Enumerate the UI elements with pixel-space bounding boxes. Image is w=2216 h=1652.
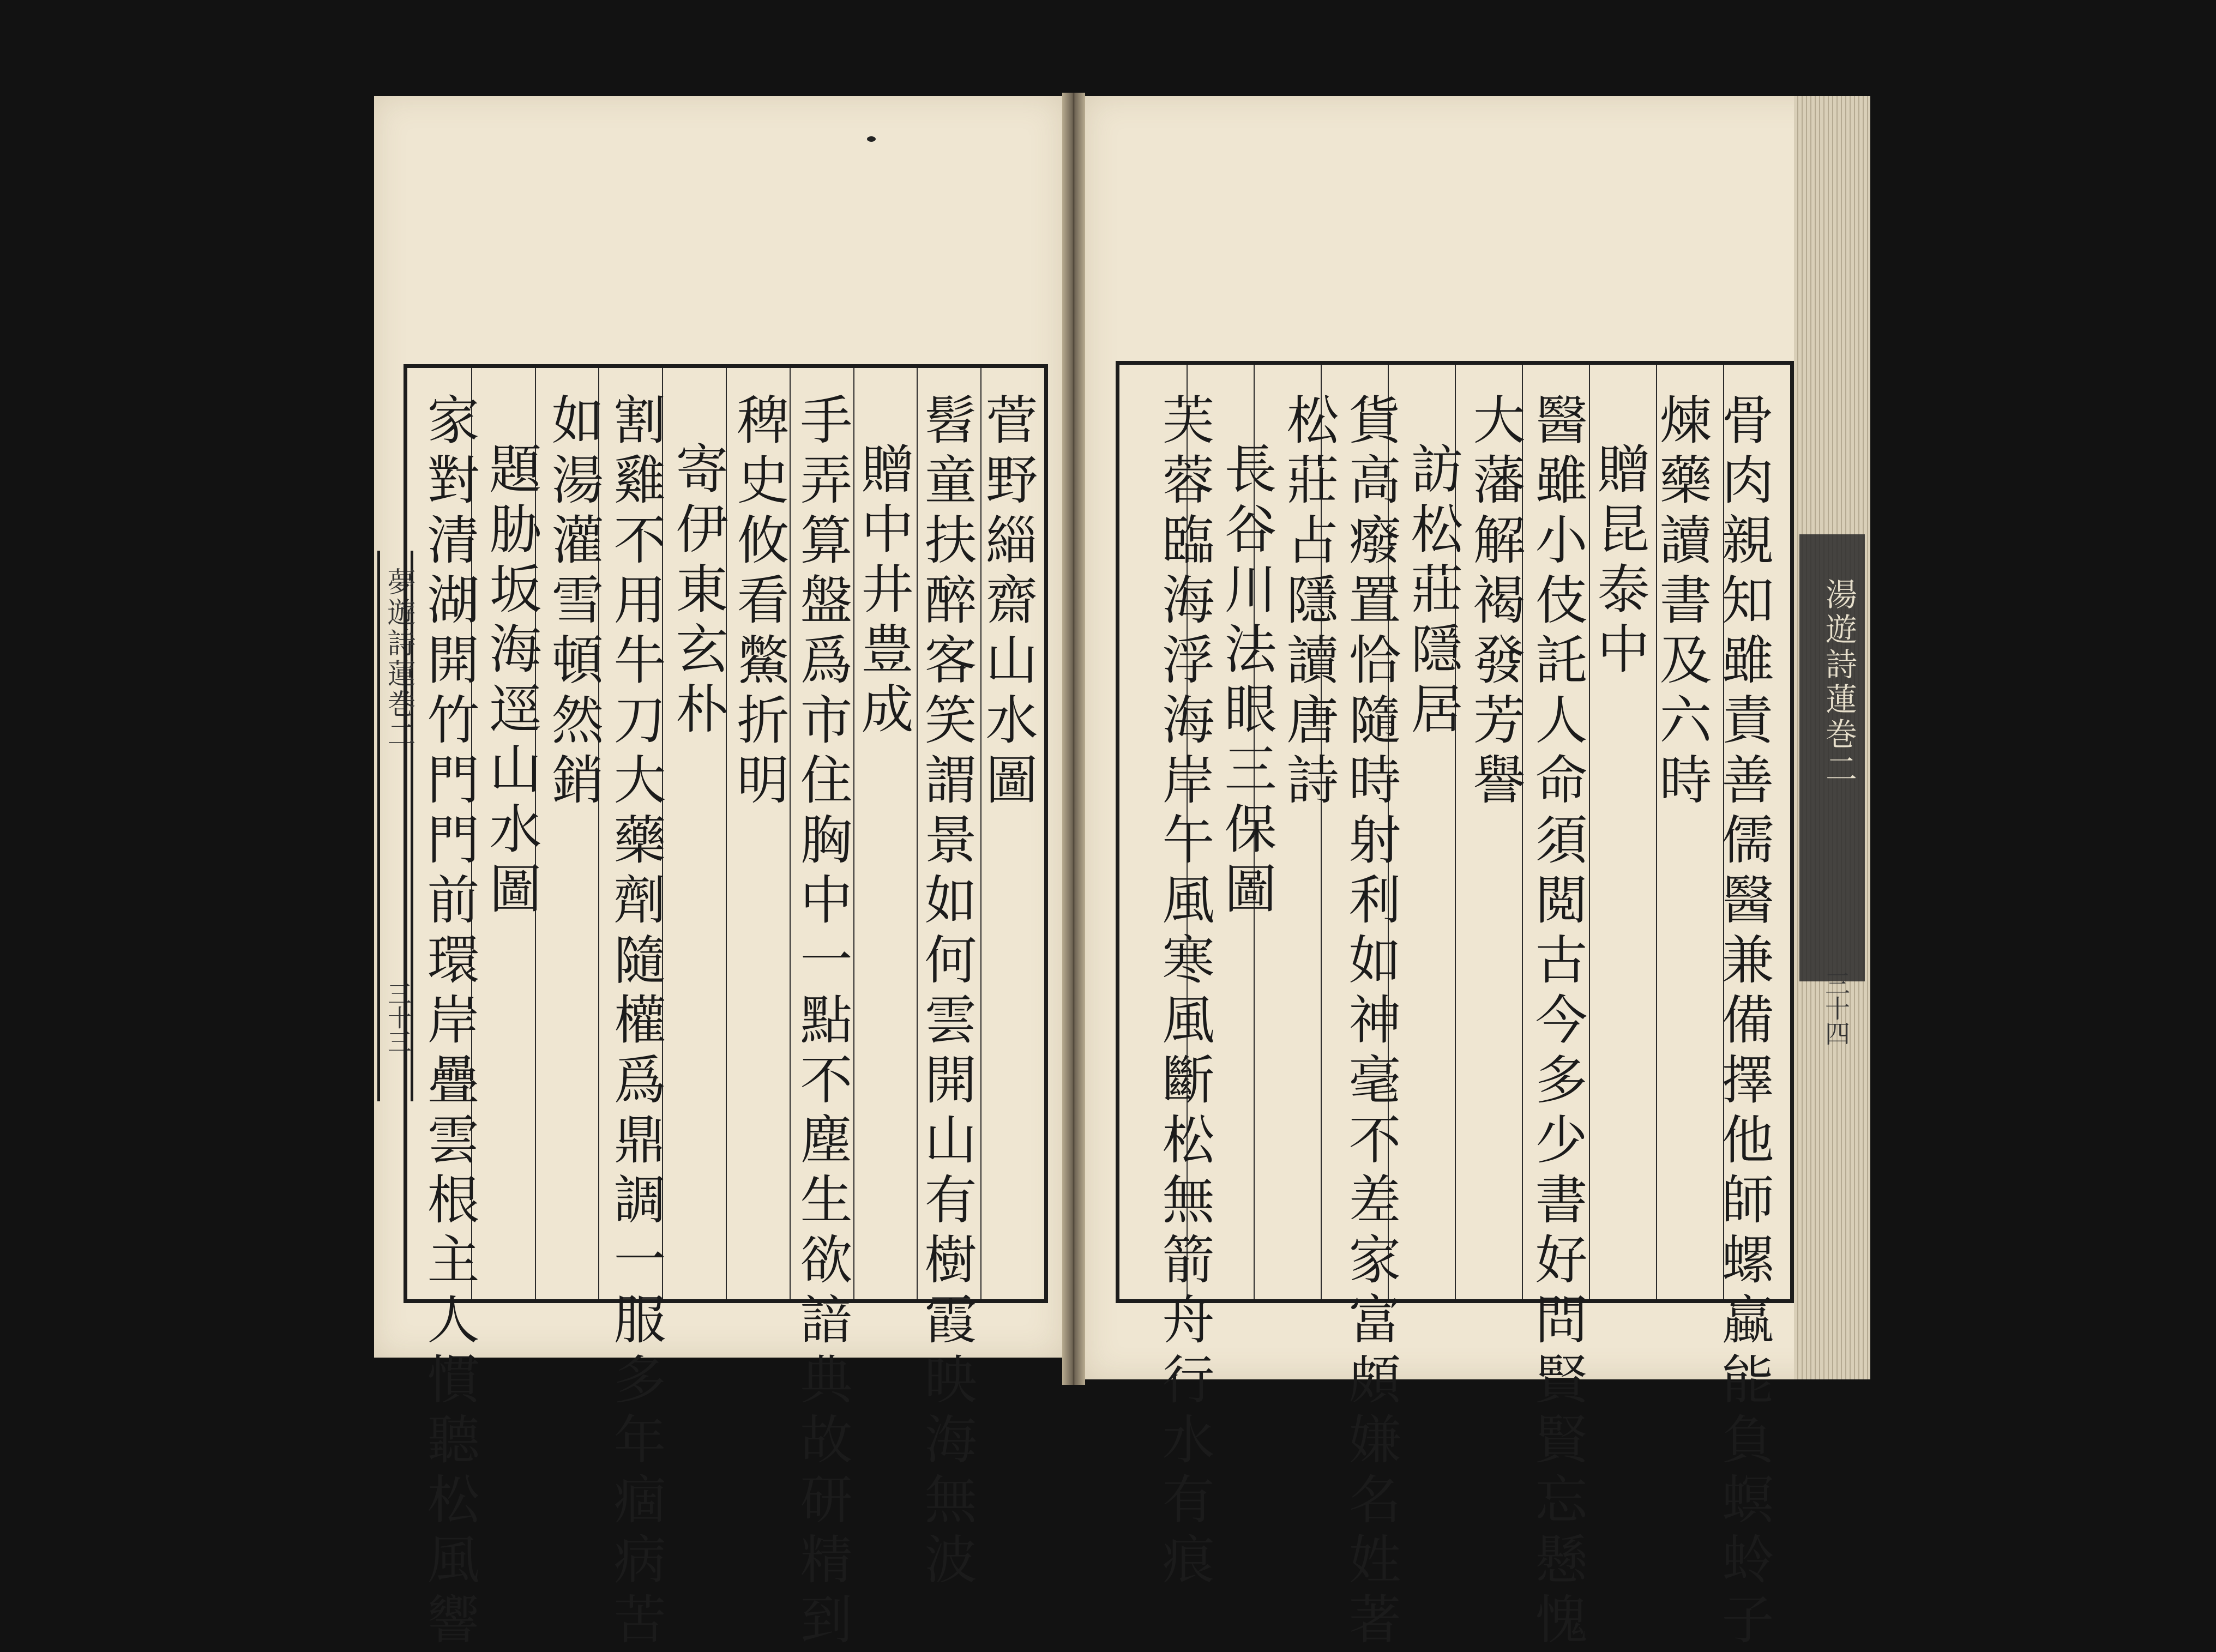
right-col-8: 松莊占隱讀唐詩 xyxy=(1278,393,1339,812)
left-col-3: 贈中井豊成 xyxy=(853,442,914,741)
left-col-8: 如湯灌雪頓然銷 xyxy=(543,393,604,812)
left-col-9: 題胁坂海逕山水圖 xyxy=(481,442,542,921)
right-col-6: 訪松莊隱居 xyxy=(1402,442,1464,741)
right-col-5: 大藩解褐發芳譽 xyxy=(1465,393,1526,812)
left-col-1: 菅野緇齋山水圖 xyxy=(977,393,1038,812)
right-col-4: 醫雖小伎託人命須閲古今多少書好問賢賢忘懸愧 xyxy=(1527,393,1588,1652)
right-col-2: 煉藥讀書及六時 xyxy=(1651,393,1712,812)
left-col-7: 割雞不用牛刀大藥劑隨權爲鼎調一服多年痼病苦 xyxy=(605,393,666,1652)
left-col-6: 寄伊東玄朴 xyxy=(667,442,728,741)
right-col-9: 長谷川法眼三保圖 xyxy=(1216,442,1277,921)
left-fore-edge-page: 三十三 xyxy=(383,981,411,1053)
right-col-7: 貨高癈置恰隨時射利如神毫不差家富頗嫌名姓著 xyxy=(1340,393,1401,1652)
book-gutter xyxy=(1062,93,1085,1385)
left-col-4: 手弄算盤爲市住胸中一點不塵生欲諳典故研精到 xyxy=(792,393,853,1652)
right-fore-edge-title: 湯遊詩蓮巻二 xyxy=(1820,578,1857,787)
right-col-1: 骨肉親知雖責善儒醫兼備擇他師螺蠃能負螟蛉子 xyxy=(1713,393,1774,1652)
column-divider xyxy=(790,368,791,1299)
left-col-10: 家對清湖開竹門門前環岸疊雲根主人慣聽松風響 xyxy=(419,393,480,1652)
left-col-5: 稗史攸看鱉折明 xyxy=(728,393,790,812)
ink-speck xyxy=(867,136,876,142)
right-fore-edge-page: 三十四 xyxy=(1821,970,1851,1046)
left-col-2: 髫童扶醉客笑謂景如何雲開山有樹霞映海無波 xyxy=(916,393,977,1592)
right-col-10: 芙蓉臨海浮海岸午風寒風斷松無箭舟行水有痕 xyxy=(1154,393,1215,1592)
left-fore-edge-title: 夢遊詩蓮巻二 xyxy=(382,567,415,750)
right-col-3: 贈昆泰中 xyxy=(1589,442,1650,682)
